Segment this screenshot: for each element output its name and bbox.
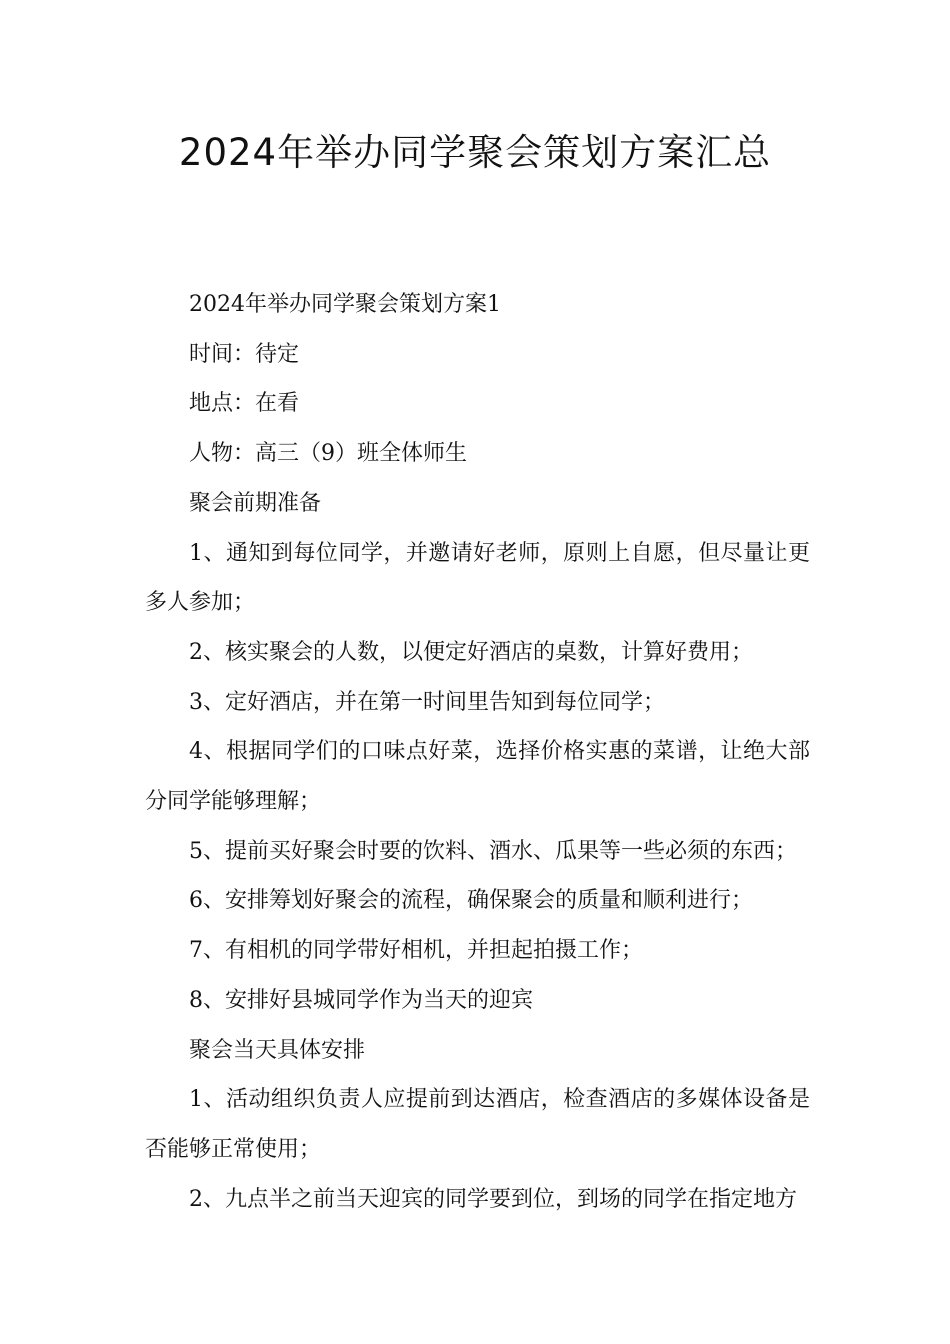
- list-item: 2、核实聚会的人数，以便定好酒店的桌数，计算好费用；: [189, 639, 753, 665]
- list-item: 3、定好酒店，并在第一时间里告知到每位同学；: [189, 689, 665, 715]
- document-title: 2024年举办同学聚会策划方案汇总: [178, 131, 772, 174]
- paragraph-location: 地点：在看: [189, 391, 300, 417]
- list-item: 7、有相机的同学带好相机，并担起拍摄工作；: [189, 938, 643, 964]
- list-item: 8、安排好县城同学作为当天的迎宾: [189, 987, 533, 1013]
- list-item: 5、提前买好聚会时要的饮料、酒水、瓜果等一些必须的东西；: [189, 838, 797, 864]
- document-body: [145, 280, 810, 1224]
- list-item: 1、通知到每位同学，并邀请好老师，原则上自愿，但尽量让更多人参加；: [145, 540, 810, 616]
- subsection-heading-preparation: 聚会前期准备: [189, 490, 322, 516]
- list-item: 1、活动组织负责人应提前到达酒店，检查酒店的多媒体设备是否能够正常使用；: [145, 1087, 810, 1162]
- section-heading: 2024年举办同学聚会策划方案1: [189, 292, 501, 317]
- list-item: 6、安排筹划好聚会的流程，确保聚会的质量和顺利进行；: [189, 888, 753, 914]
- list-item: 4、根据同学们的口味点好菜，选择价格实惠的菜谱，让绝大部分同学能够理解；: [145, 739, 810, 815]
- subsection-heading-schedule: 聚会当天具体安排: [189, 1037, 366, 1063]
- paragraph-time: 时间：待定: [189, 341, 300, 367]
- paragraph-people: 人物：高三（9）班全体师生: [189, 441, 467, 467]
- list-item: 2、九点半之前当天迎宾的同学要到位，到场的同学在指定地方: [189, 1186, 797, 1212]
